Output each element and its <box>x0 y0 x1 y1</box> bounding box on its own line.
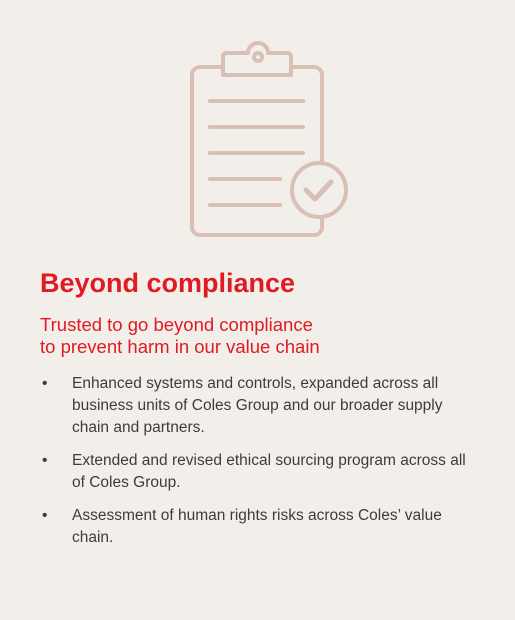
bullet-marker: • <box>42 507 48 524</box>
clipboard-check-icon <box>186 40 354 240</box>
bullet-marker: • <box>42 375 48 392</box>
section-heading: Beyond compliance <box>40 268 296 298</box>
bullet-list <box>40 373 490 560</box>
list-item-text: Assessment of human rights risks across Coles’ value chain. <box>72 507 442 546</box>
list-item <box>40 450 490 494</box>
bullet-marker: • <box>42 452 48 469</box>
subheading-line-2: to prevent harm in our value chain <box>40 336 320 357</box>
list-item-text: Extended and revised ethical sourcing program across all of Coles Group. <box>72 452 466 491</box>
list-item <box>40 505 490 549</box>
list-item <box>40 373 490 439</box>
section-subheading <box>40 314 480 358</box>
subheading-line-1: Trusted to go beyond compliance <box>40 314 313 335</box>
list-item-text: Enhanced systems and controls, expanded across all business units of Coles Group and our broader supply chain and partners. <box>72 375 443 436</box>
